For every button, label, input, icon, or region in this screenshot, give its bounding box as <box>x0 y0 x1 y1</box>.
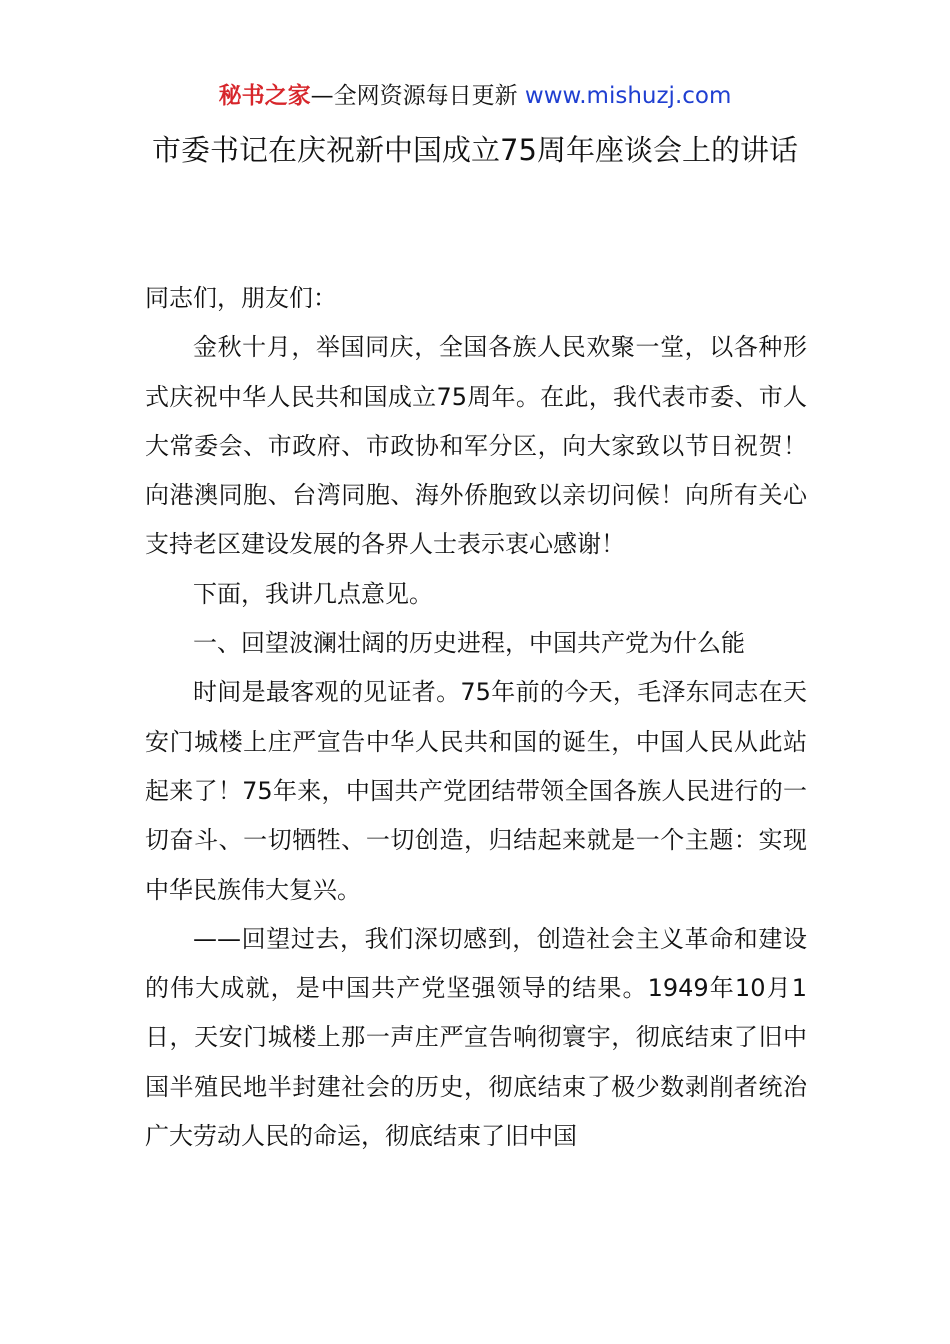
paragraph-review: ——回望过去，我们深切感到，创造社会主义革命和建设的伟大成就，是中国共产党坚强领导的结果。1949年10月1日，天安门城楼上那一声庄严宣告响彻寰宇，彻底结束了旧中国半殖民地半封建社会的历史，彻底结束了极少数剥削者统治广大劳动人民的命运，彻底结束了旧中国 <box>145 924 807 1151</box>
site-tagline: —全网资源每日更新 <box>310 83 518 109</box>
site-brand: 秘书之家 <box>218 83 311 109</box>
paragraph-opening: 金秋十月，举国同庆，全国各族人民欢聚一堂，以各种形式庆祝中华人民共和国成立75周年。在此，我代表市委、市人大常委会、市政府、市政协和军分区，向大家致以节日祝贺！向港澳同胞、台湾同胞、海外侨胞致以亲切问候！向所有关心支持老区建设发展的各界人士表示衷心感谢！ <box>145 333 807 559</box>
site-url-link[interactable]: www.mishuzj.com <box>524 83 732 109</box>
paragraph-intro: 下面，我讲几点意见。 <box>193 579 433 608</box>
document-title: 市委书记在庆祝新中国成立75周年座谈会上的讲话 <box>152 133 798 167</box>
section-heading-1: 一、回望波澜壮阔的历史进程，中国共产党为什么能 <box>193 629 745 658</box>
paragraph-history: 时间是最客观的见证者。75年前的今天，毛泽东同志在天安门城楼上庄严宣告中华人民共和国的诞生，中国人民从此站起来了！75年来，中国共产党团结带领全国各族人民进行的一切奋斗、一切牺牲、一切创造，归结起来就是一个主题：实现中华民族伟大复兴。 <box>145 678 807 904</box>
salutation: 同志们，朋友们： <box>145 284 337 312</box>
document-body <box>145 274 807 1161</box>
site-header <box>0 80 950 112</box>
